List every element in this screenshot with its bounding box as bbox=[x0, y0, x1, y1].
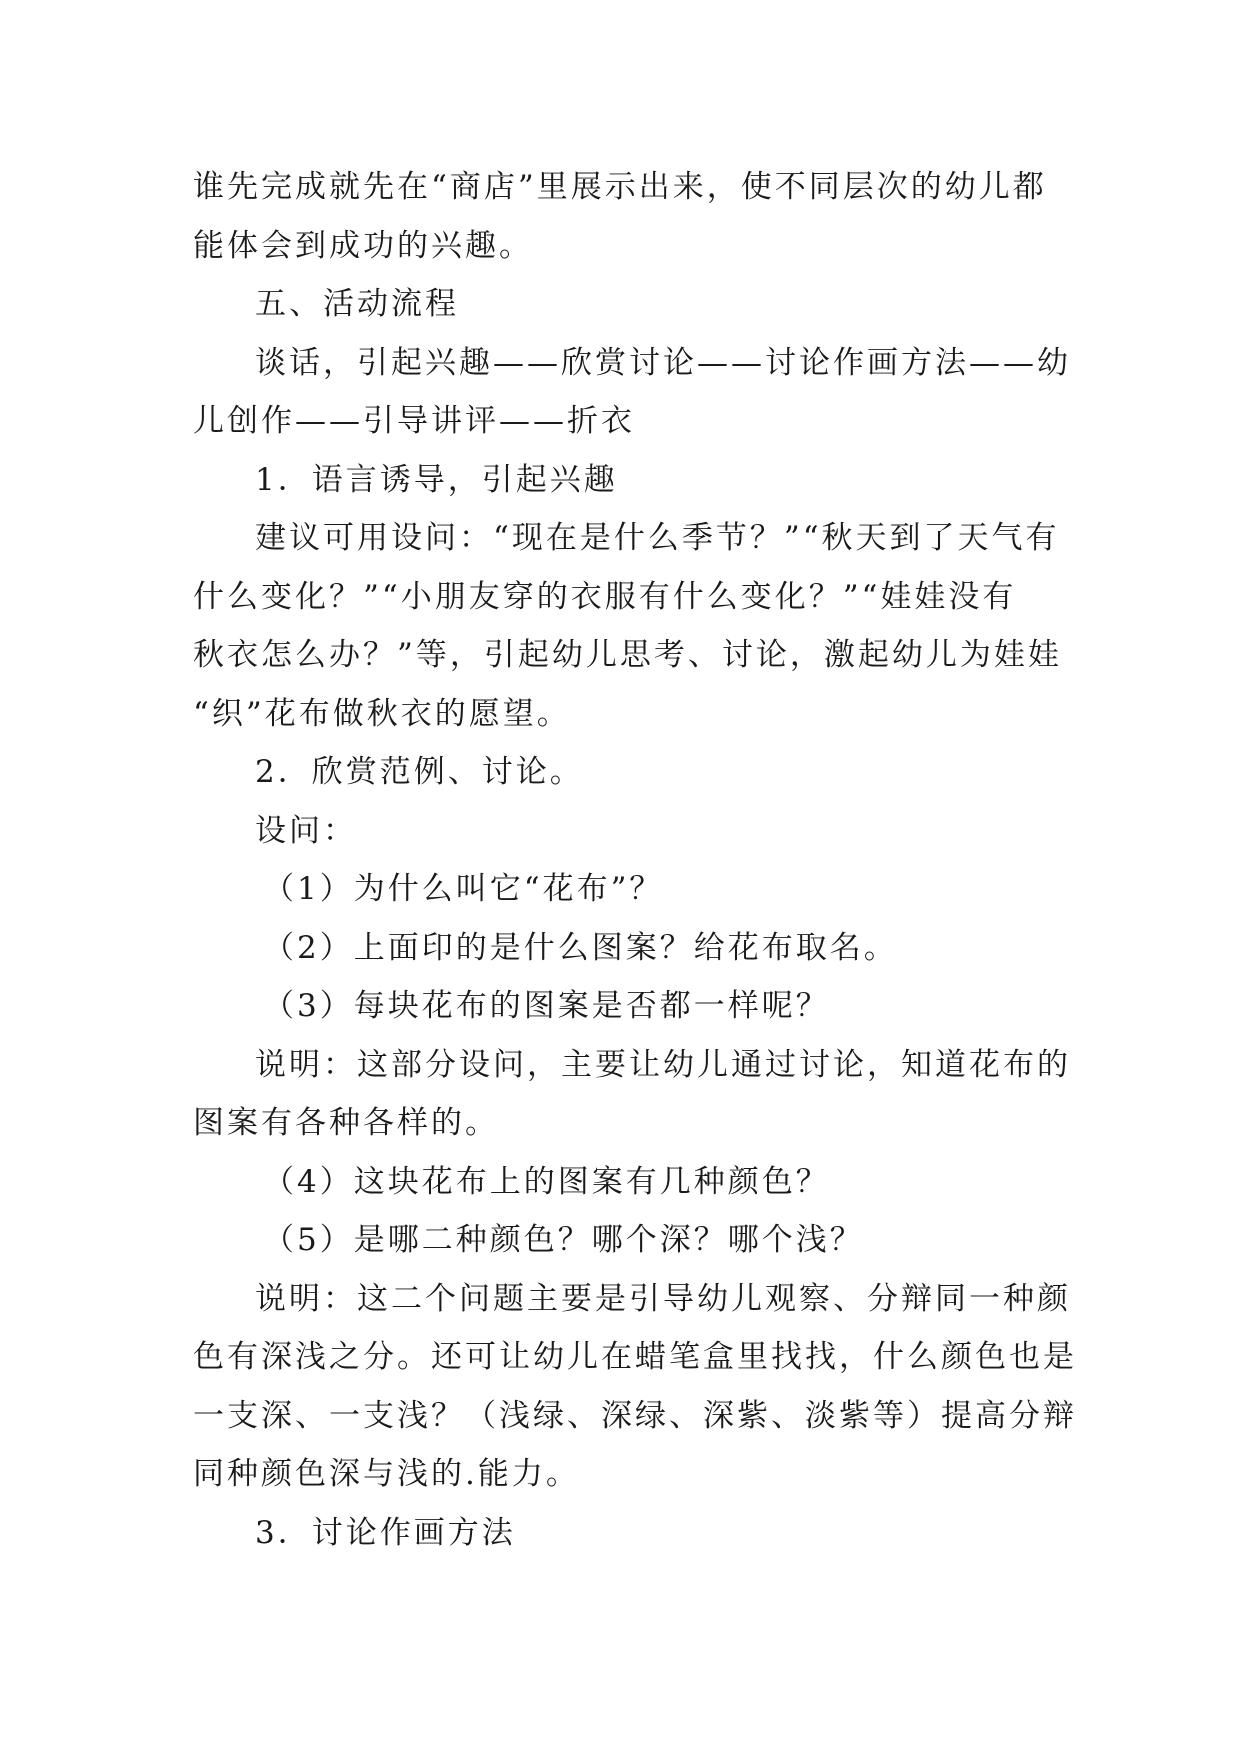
paragraph-line: 建议可用设问：“现在是什么季节？”“秋天到了天气有 bbox=[255, 520, 1060, 556]
section-heading: 五、活动流程 bbox=[255, 286, 459, 322]
paragraph-line: 什么变化？”“小朋友穿的衣服有什么变化？”“娃娃没有 bbox=[193, 578, 1017, 615]
paragraph-line: 说明：这部分设问，主要让幼儿通过讨论，知道花布的 bbox=[255, 1046, 1071, 1083]
paragraph-line: 说明：这二个问题主要是引导幼儿观察、分辩同一种颜 bbox=[255, 1280, 1071, 1317]
question-item: （1）为什么叫它“花布”？ bbox=[263, 871, 664, 907]
question-item: （2）上面印的是什么图案？给花布取名。 bbox=[263, 929, 898, 966]
question-item: （3）每块花布的图案是否都一样呢？ bbox=[263, 988, 830, 1024]
paragraph-line: 秋衣怎么办？”等，引起幼儿思考、讨论，激起幼儿为娃娃 bbox=[193, 637, 1062, 673]
paragraph-line: 谈话，引起兴趣——欣赏讨论——讨论作画方法——幼 bbox=[255, 344, 1071, 381]
paragraph-line: 图案有各种各样的。 bbox=[193, 1105, 499, 1141]
paragraph-line: 能体会到成功的兴趣。 bbox=[193, 227, 533, 264]
subsection-heading: 2．欣赏范例、讨论。 bbox=[255, 754, 584, 790]
subsection-heading: 1．语言诱导，引起兴趣 bbox=[255, 461, 618, 498]
document-body bbox=[193, 158, 1077, 1562]
paragraph-line: 谁先完成就先在“商店”里展示出来，使不同层次的幼儿都 bbox=[193, 169, 1047, 205]
paragraph-line: 同种颜色深与浅的.能力。 bbox=[193, 1456, 580, 1492]
paragraph-line: 儿创作——引导讲评——折衣 bbox=[193, 403, 635, 439]
question-item: （4）这块花布上的图案有几种颜色？ bbox=[263, 1163, 830, 1200]
subsection-heading: 3．讨论作画方法 bbox=[255, 1514, 516, 1551]
paragraph-line: 色有深浅之分。还可让幼儿在蜡笔盒里找找，什么颜色也是 bbox=[193, 1339, 1077, 1375]
paragraph-line: 一支深、一支浅？（浅绿、深绿、深紫、淡紫等）提高分辩 bbox=[193, 1397, 1077, 1434]
paragraph-line: 设问： bbox=[255, 812, 357, 849]
question-item: （5）是哪二种颜色？哪个深？哪个浅？ bbox=[263, 1222, 864, 1258]
paragraph-line: “织”花布做秋衣的愿望。 bbox=[193, 695, 571, 732]
